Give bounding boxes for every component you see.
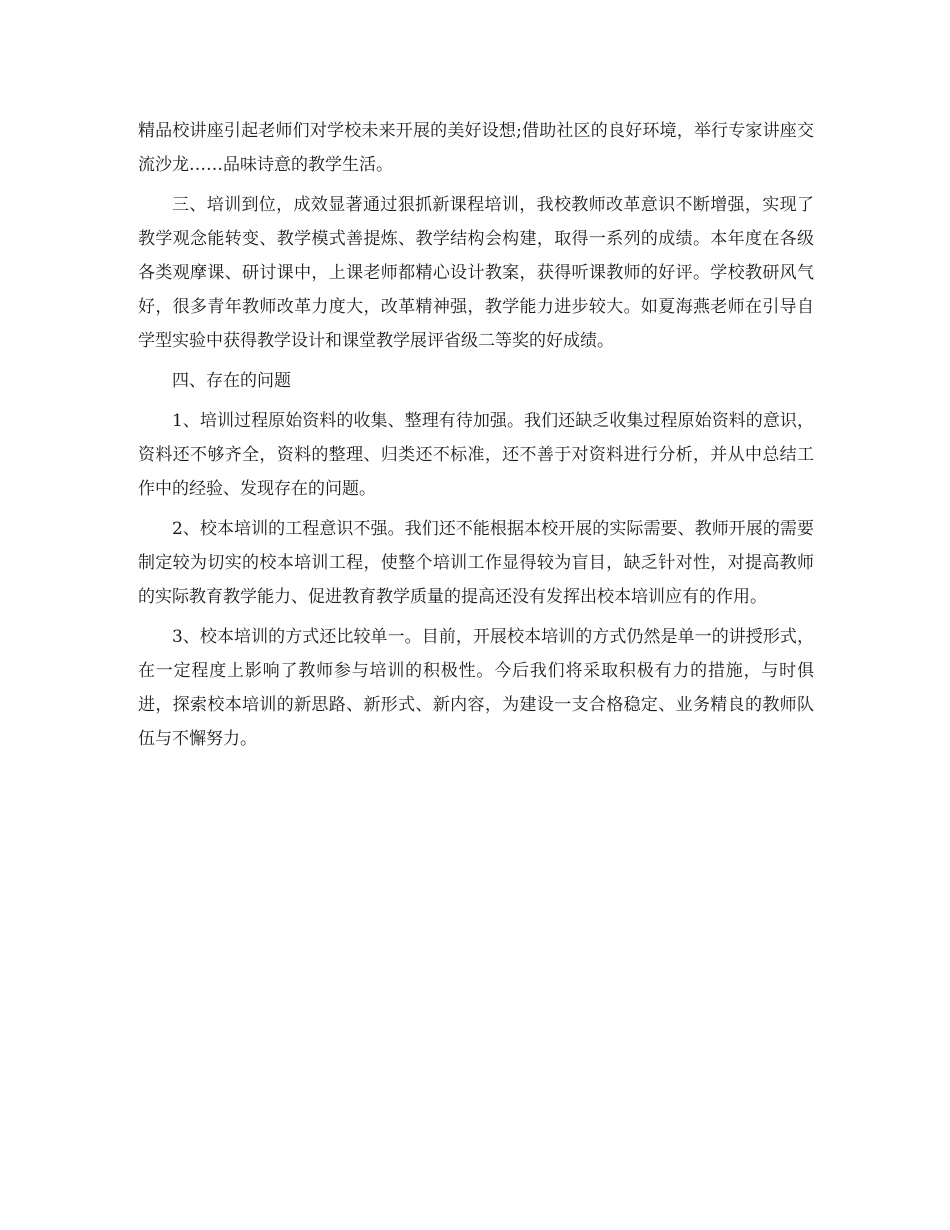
paragraph-section-3: 三、培训到位，成效显著通过狠抓新课程培训，我校教师改革意识不断增强，实现了教学观念能转变、教学模式善提炼、教学结构会构建，取得一系列的成绩。本年度在各级各类观摩课、研讨课中，上课老师都精心设计教案，获得听课教师的好评。学校教研风气好，很多青年教师改革力度大，改革精神强，教学能力进步较大。如夏海燕老师在引导自学型实验中获得教学设计和课堂教学展评省级二等奖的好成绩。 [138, 195, 814, 351]
paragraph-continuation: 精品校讲座引起老师们对学校未来开展的美好设想;借助社区的良好环境，举行专家讲座交流沙龙……品味诗意的教学生活。 [138, 121, 814, 175]
paragraph-issue-1: 1、培训过程原始资料的收集、整理有待加强。我们还缺乏收集过程原始资料的意识，资料还不够齐全，资料的整理、归类还不标准，还不善于对资料进行分析，并从中总结工作中的经验、发现存在的问题。 [138, 411, 814, 499]
paragraph-issue-2: 2、校本培训的工程意识不强。我们还不能根据本校开展的实际需要、教师开展的需要制定较为切实的校本培训工程，使整个培训工作显得较为盲目，缺乏针对性，对提高教师的实际教育教学能力、促进教育教学质量的提高还没有发挥出校本培训应有的作用。 [138, 519, 814, 607]
section-heading-4: 四、存在的问题 [172, 371, 291, 391]
document-body [138, 114, 814, 762]
paragraph-issue-3: 3、校本培训的方式还比较单一。目前，开展校本培训的方式仍然是单一的讲授形式，在一定程度上影响了教师参与培训的积极性。今后我们将采取积极有力的措施，与时俱进，探索校本培训的新思路、新形式、新内容，为建设一支合格稳定、业务精良的教师队伍与不懈努力。 [138, 627, 814, 749]
